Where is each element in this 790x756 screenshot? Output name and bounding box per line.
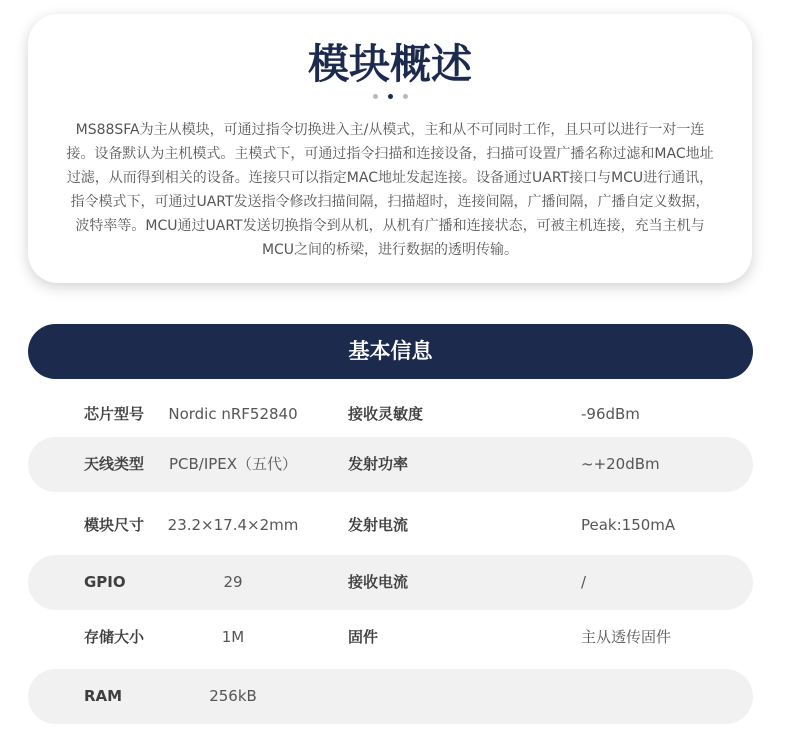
carousel-indicator[interactable] [28,94,752,99]
spec-label: 芯片型号 [84,405,145,423]
spec-label: 发射电流 [348,516,409,534]
spec-value-text: 1M [221,628,245,646]
spec-label: RAM [84,687,123,705]
spec-label: 接收电流 [348,573,409,591]
carousel-dot-active[interactable] [388,94,393,99]
basic-info-header: 基本信息 [28,324,753,379]
spec-row [28,387,753,442]
carousel-dot[interactable] [403,94,408,99]
spec-value [581,610,671,665]
spec-row [28,669,753,724]
spec-value-text: 29 [223,573,243,591]
spec-value-text: 23.2×17.4×2mm [167,516,299,534]
spec-label: 模块尺寸 [84,516,145,534]
spec-value [581,555,586,610]
overview-description: MS88SFA为主从模块，可通过指令切换进入主/从模式，主和从不可同时工作，且只可以进行一对一连接。设备默认为主机模式。主模式下，可通过指令扫描和连接设备，扫描可设置广播名称过滤和MAC地址过滤，从而得到相关的设备。连接只可以指定MAC地址发起连接。设备通过UART接口与MCU进行通讯，指令模式下，可通过UART发送指令修改扫描间隔，扫描超时，连接间隔，广播间隔，广播自定义数据，波特率等。MCU通过UART发送切换指令到从机，从机有广播和连接状态，可被主机连接，充当主机与MCU之间的桥梁，进行数据的透明传输。 [66,122,714,258]
spec-label: 接收灵敏度 [348,405,424,423]
spec-value [581,387,640,442]
overview-title: 模块概述 [308,40,472,88]
spec-label: GPIO [84,573,126,591]
spec-row [28,437,753,492]
spec-value-text: 主从透传固件 [581,628,672,646]
spec-value-text: -96dBm [581,405,640,423]
carousel-dot[interactable] [373,94,378,99]
spec-value [581,498,675,553]
spec-row [28,555,753,610]
spec-value-text: / [581,573,587,591]
spec-value-text: 256kB [209,687,257,705]
spec-value-text: PCB/IPEX（五代） [168,455,298,473]
spec-row [28,498,753,553]
spec-row [28,610,753,665]
overview-card [28,14,752,283]
spec-label: 发射功率 [348,455,409,473]
spec-value-text: ~+20dBm [581,455,660,473]
spec-value [581,437,660,492]
spec-label: 天线类型 [84,455,145,473]
spec-value-text: Peak:150mA [581,516,676,534]
spec-label: 存储大小 [84,628,145,646]
spec-label: 固件 [348,628,379,646]
spec-value-text: Nordic nRF52840 [168,405,298,423]
